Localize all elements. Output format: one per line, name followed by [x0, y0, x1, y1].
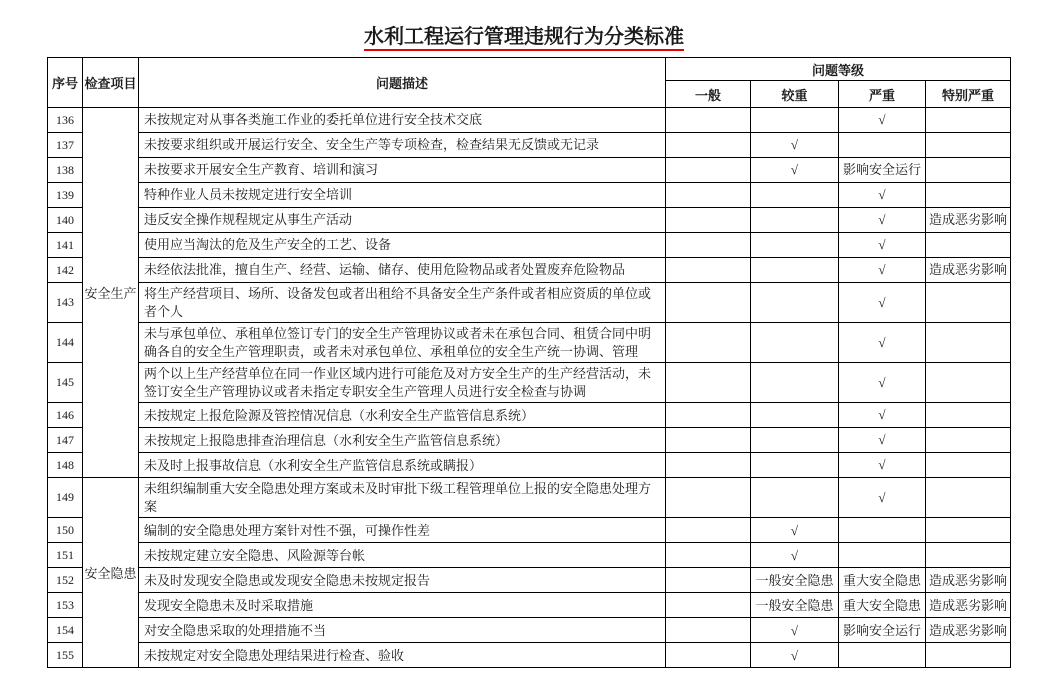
description-cell: 使用应当淘汰的危及生产安全的工艺、设备 [139, 233, 666, 258]
grade-general-cell [666, 568, 751, 593]
serial-cell: 140 [48, 208, 83, 233]
description-cell: 将生产经营项目、场所、设备发包或者出租给不具备安全生产条件或者相应资质的单位或者个人 [139, 283, 666, 323]
description-cell: 未经依法批准，擅自生产、经营、运输、储存、使用危险物品或者处置废弃危险物品 [139, 258, 666, 283]
title-bar [0, 0, 1048, 51]
grade-general-cell [666, 618, 751, 643]
serial-cell: 152 [48, 568, 83, 593]
grade-moderate-cell [751, 428, 839, 453]
grade-severe-cell: 重大安全隐患 [839, 593, 926, 618]
serial-cell: 141 [48, 233, 83, 258]
grade-extreme-cell [926, 133, 1011, 158]
grade-general-cell [666, 208, 751, 233]
grade-severe-cell: √ [839, 363, 926, 403]
table-row [48, 363, 1011, 403]
description-cell: 未按规定上报危险源及管控情况信息（水利安全生产监管信息系统） [139, 403, 666, 428]
serial-cell: 143 [48, 283, 83, 323]
serial-cell: 150 [48, 518, 83, 543]
table-row [48, 283, 1011, 323]
grade-moderate-cell: 一般安全隐患 [751, 568, 839, 593]
grade-extreme-cell [926, 478, 1011, 518]
violation-table-body [48, 108, 1011, 668]
grade-general-cell [666, 323, 751, 363]
header-grade-extreme: 特别严重 [926, 81, 1011, 108]
serial-cell: 155 [48, 643, 83, 668]
header-grade-severe: 严重 [839, 81, 926, 108]
table-row [48, 258, 1011, 283]
grade-extreme-cell [926, 108, 1011, 133]
serial-cell: 147 [48, 428, 83, 453]
grade-general-cell [666, 133, 751, 158]
grade-moderate-cell [751, 403, 839, 428]
grade-moderate-cell [751, 258, 839, 283]
grade-general-cell [666, 453, 751, 478]
grade-general-cell [666, 233, 751, 258]
table-row [48, 643, 1011, 668]
grade-general-cell [666, 518, 751, 543]
serial-cell: 149 [48, 478, 83, 518]
grade-moderate-cell: 一般安全隐患 [751, 593, 839, 618]
grade-general-cell [666, 183, 751, 208]
description-cell: 未按规定建立安全隐患、风险源等台帐 [139, 543, 666, 568]
grade-general-cell [666, 478, 751, 518]
grade-severe-cell: √ [839, 108, 926, 133]
grade-moderate-cell [751, 108, 839, 133]
header-check-item: 检查项目 [83, 58, 139, 108]
serial-cell: 136 [48, 108, 83, 133]
table-row [48, 133, 1011, 158]
grade-general-cell [666, 158, 751, 183]
table-row [48, 183, 1011, 208]
header-grade-moderate: 较重 [751, 81, 839, 108]
grade-severe-cell: √ [839, 428, 926, 453]
category-cell: 安全隐患 [83, 478, 139, 668]
grade-severe-cell: √ [839, 208, 926, 233]
description-cell: 未按规定对从事各类施工作业的委托单位进行安全技术交底 [139, 108, 666, 133]
grade-moderate-cell: √ [751, 543, 839, 568]
table-row [48, 518, 1011, 543]
grade-extreme-cell [926, 453, 1011, 478]
description-cell: 违反安全操作规程规定从事生产活动 [139, 208, 666, 233]
grade-general-cell [666, 593, 751, 618]
grade-moderate-cell [751, 208, 839, 233]
serial-cell: 151 [48, 543, 83, 568]
grade-extreme-cell [926, 158, 1011, 183]
table-row [48, 568, 1011, 593]
grade-general-cell [666, 643, 751, 668]
table-row [48, 158, 1011, 183]
grade-severe-cell: √ [839, 403, 926, 428]
description-cell: 未按要求开展安全生产教育、培训和演习 [139, 158, 666, 183]
serial-cell: 153 [48, 593, 83, 618]
table-row [48, 453, 1011, 478]
grade-extreme-cell [926, 428, 1011, 453]
serial-cell: 139 [48, 183, 83, 208]
grade-severe-cell: 影响安全运行 [839, 618, 926, 643]
table-row [48, 403, 1011, 428]
grade-moderate-cell [751, 283, 839, 323]
grade-severe-cell: √ [839, 453, 926, 478]
description-cell: 两个以上生产经营单位在同一作业区域内进行可能危及对方安全生产的生产经营活动，未签订安全生产管理协议或者未指定专职安全生产管理人员进行安全检查与协调 [139, 363, 666, 403]
grade-moderate-cell: √ [751, 518, 839, 543]
grade-severe-cell: √ [839, 323, 926, 363]
description-cell: 未按规定上报隐患排查治理信息（水利安全生产监管信息系统） [139, 428, 666, 453]
description-cell: 编制的安全隐患处理方案针对性不强，可操作性差 [139, 518, 666, 543]
grade-extreme-cell: 造成恶劣影响 [926, 208, 1011, 233]
grade-moderate-cell [751, 233, 839, 258]
header-problem-grade: 问题等级 [666, 58, 1011, 81]
description-cell: 未及时发现安全隐患或发现安全隐患未按规定报告 [139, 568, 666, 593]
grade-severe-cell: √ [839, 478, 926, 518]
grade-moderate-cell: √ [751, 133, 839, 158]
grade-extreme-cell [926, 518, 1011, 543]
description-cell: 未组织编制重大安全隐患处理方案或未及时审批下级工程管理单位上报的安全隐患处理方案 [139, 478, 666, 518]
serial-cell: 144 [48, 323, 83, 363]
serial-cell: 145 [48, 363, 83, 403]
page-title: 水利工程运行管理违规行为分类标准 [364, 26, 684, 51]
grade-moderate-cell [751, 363, 839, 403]
grade-moderate-cell [751, 323, 839, 363]
grade-moderate-cell: √ [751, 158, 839, 183]
description-cell: 未与承包单位、承租单位签订专门的安全生产管理协议或者未在承包合同、租赁合同中明确各自的安全生产管理职责，或者未对承包单位、承租单位的安全生产统一协调、管理 [139, 323, 666, 363]
grade-severe-cell: √ [839, 183, 926, 208]
table-header [48, 58, 1011, 108]
grade-extreme-cell [926, 323, 1011, 363]
serial-cell: 154 [48, 618, 83, 643]
grade-extreme-cell: 造成恶劣影响 [926, 593, 1011, 618]
grade-general-cell [666, 108, 751, 133]
grade-severe-cell [839, 518, 926, 543]
grade-severe-cell: 重大安全隐患 [839, 568, 926, 593]
grade-extreme-cell [926, 233, 1011, 258]
grade-severe-cell: √ [839, 258, 926, 283]
grade-severe-cell: 影响安全运行 [839, 158, 926, 183]
header-grade-general: 一般 [666, 81, 751, 108]
description-cell: 对安全隐患采取的处理措施不当 [139, 618, 666, 643]
grade-extreme-cell [926, 543, 1011, 568]
grade-severe-cell: √ [839, 233, 926, 258]
table-row [48, 478, 1011, 518]
serial-cell: 148 [48, 453, 83, 478]
table-row [48, 233, 1011, 258]
description-cell: 未按规定对安全隐患处理结果进行检查、验收 [139, 643, 666, 668]
grade-general-cell [666, 403, 751, 428]
table-row [48, 108, 1011, 133]
description-cell: 发现安全隐患未及时采取措施 [139, 593, 666, 618]
grade-severe-cell [839, 643, 926, 668]
grade-general-cell [666, 283, 751, 323]
serial-cell: 137 [48, 133, 83, 158]
grade-extreme-cell [926, 283, 1011, 323]
grade-general-cell [666, 428, 751, 453]
grade-extreme-cell [926, 643, 1011, 668]
grade-extreme-cell: 造成恶劣影响 [926, 568, 1011, 593]
table-row [48, 618, 1011, 643]
grade-extreme-cell [926, 183, 1011, 208]
category-cell: 安全生产 [83, 108, 139, 478]
table-row [48, 543, 1011, 568]
serial-cell: 142 [48, 258, 83, 283]
table-row [48, 593, 1011, 618]
grade-moderate-cell: √ [751, 618, 839, 643]
grade-moderate-cell [751, 453, 839, 478]
grade-general-cell [666, 543, 751, 568]
header-problem-description: 问题描述 [139, 58, 666, 108]
description-cell: 特种作业人员未按规定进行安全培训 [139, 183, 666, 208]
header-serial: 序号 [48, 58, 83, 108]
grade-moderate-cell [751, 478, 839, 518]
grade-extreme-cell [926, 403, 1011, 428]
grade-general-cell [666, 363, 751, 403]
table-row [48, 428, 1011, 453]
table-row [48, 208, 1011, 233]
grade-moderate-cell: √ [751, 643, 839, 668]
serial-cell: 138 [48, 158, 83, 183]
description-cell: 未及时上报事故信息（水利安全生产监管信息系统或瞒报） [139, 453, 666, 478]
grade-extreme-cell: 造成恶劣影响 [926, 618, 1011, 643]
grade-extreme-cell: 造成恶劣影响 [926, 258, 1011, 283]
grade-severe-cell [839, 133, 926, 158]
grade-extreme-cell [926, 363, 1011, 403]
grade-moderate-cell [751, 183, 839, 208]
description-cell: 未按要求组织或开展运行安全、安全生产等专项检查，检查结果无反馈或无记录 [139, 133, 666, 158]
violation-table [47, 57, 1011, 668]
grade-severe-cell [839, 543, 926, 568]
grade-general-cell [666, 258, 751, 283]
serial-cell: 146 [48, 403, 83, 428]
table-row [48, 323, 1011, 363]
grade-severe-cell: √ [839, 283, 926, 323]
